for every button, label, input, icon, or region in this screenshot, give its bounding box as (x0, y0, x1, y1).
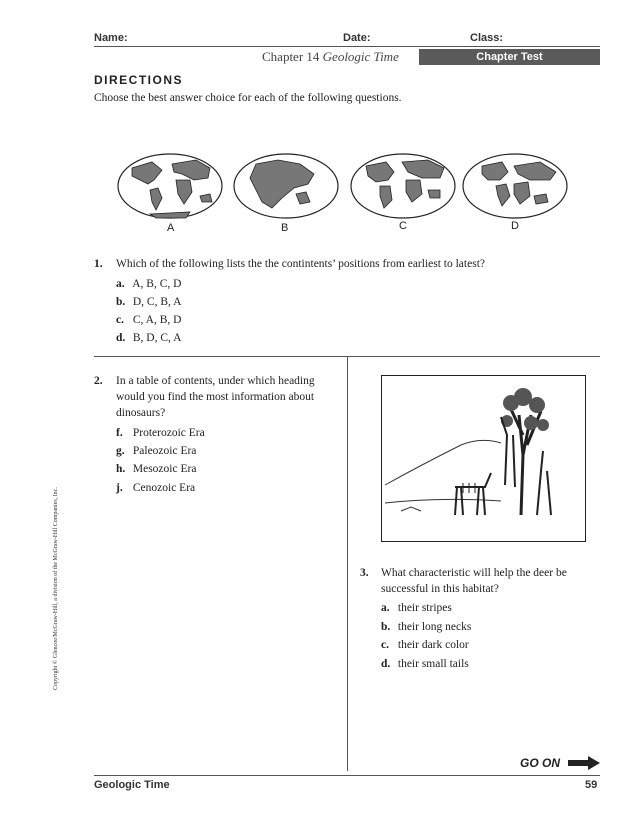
copyright-notice: Copyright © Glencoe/McGraw-Hill, a division of the McGraw-Hill Companies, Inc. (53, 487, 59, 690)
date-label: Date: (343, 32, 371, 44)
chapter-test-badge: Chapter Test (419, 49, 600, 65)
footer-rule (94, 775, 600, 776)
chapter-topic: Geologic Time (322, 49, 399, 64)
globe-label-c: C (399, 220, 407, 232)
directions-heading: DIRECTIONS (94, 73, 184, 87)
globe-d-australia (534, 194, 548, 204)
chapter-title (262, 49, 399, 65)
question-3-text: What characteristic will help the deer be successful in this habitat? (381, 567, 567, 595)
header-rule (94, 46, 600, 47)
question-1 (94, 256, 485, 272)
question-3-option-d[interactable]: d. their small tails (381, 658, 469, 670)
question-1-text: Which of the following lists the the contintents’ positions from earliest to latest? (116, 258, 485, 270)
question-1-option-a[interactable]: a. A, B, C, D (116, 278, 182, 290)
footer-topic: Geologic Time (94, 779, 170, 791)
question-1-option-d[interactable]: d. B, D, C, A (116, 332, 182, 344)
column-divider (347, 356, 348, 771)
go-on-label: GO ON (520, 756, 561, 770)
question-2-option-f[interactable]: f. Proterozoic Era (116, 427, 205, 439)
go-on-arrow-icon (568, 756, 600, 770)
chapter-number: Chapter 14 (262, 49, 320, 64)
question-1-option-c[interactable]: c. C, A, B, D (116, 314, 182, 326)
question-2-option-g[interactable]: g. Paleozoic Era (116, 445, 197, 457)
class-label: Class: (470, 32, 504, 44)
globe-label-b: B (281, 222, 289, 234)
savanna-illustration (381, 375, 586, 542)
directions-text: Choose the best answer choice for each of the following questions. (94, 92, 402, 104)
question-3-option-b[interactable]: b. their long necks (381, 621, 472, 633)
question-2-option-j[interactable]: j. Cenozoic Era (116, 482, 196, 494)
question-3-option-c[interactable]: c. their dark color (381, 639, 469, 651)
question-1-number: 1. (94, 258, 103, 270)
globe-c-australia (428, 190, 440, 198)
name-label: Name: (94, 32, 128, 44)
question-2-option-h[interactable]: h. Mesozoic Era (116, 463, 197, 475)
globes-figure (110, 150, 580, 240)
globe-a-outline (118, 154, 222, 218)
question-1-option-b[interactable]: b. D, C, B, A (116, 296, 182, 308)
question-3-option-a[interactable]: a. their stripes (381, 602, 452, 614)
page-number: 59 (585, 779, 598, 791)
globe-label-a: A (167, 222, 175, 234)
globe-label-d: D (511, 220, 519, 232)
question-2-text: In a table of contents, under which heading would you find the most information about dinosaurs? (116, 375, 315, 419)
question-2-number: 2. (94, 375, 103, 387)
question-3-number: 3. (360, 567, 369, 579)
